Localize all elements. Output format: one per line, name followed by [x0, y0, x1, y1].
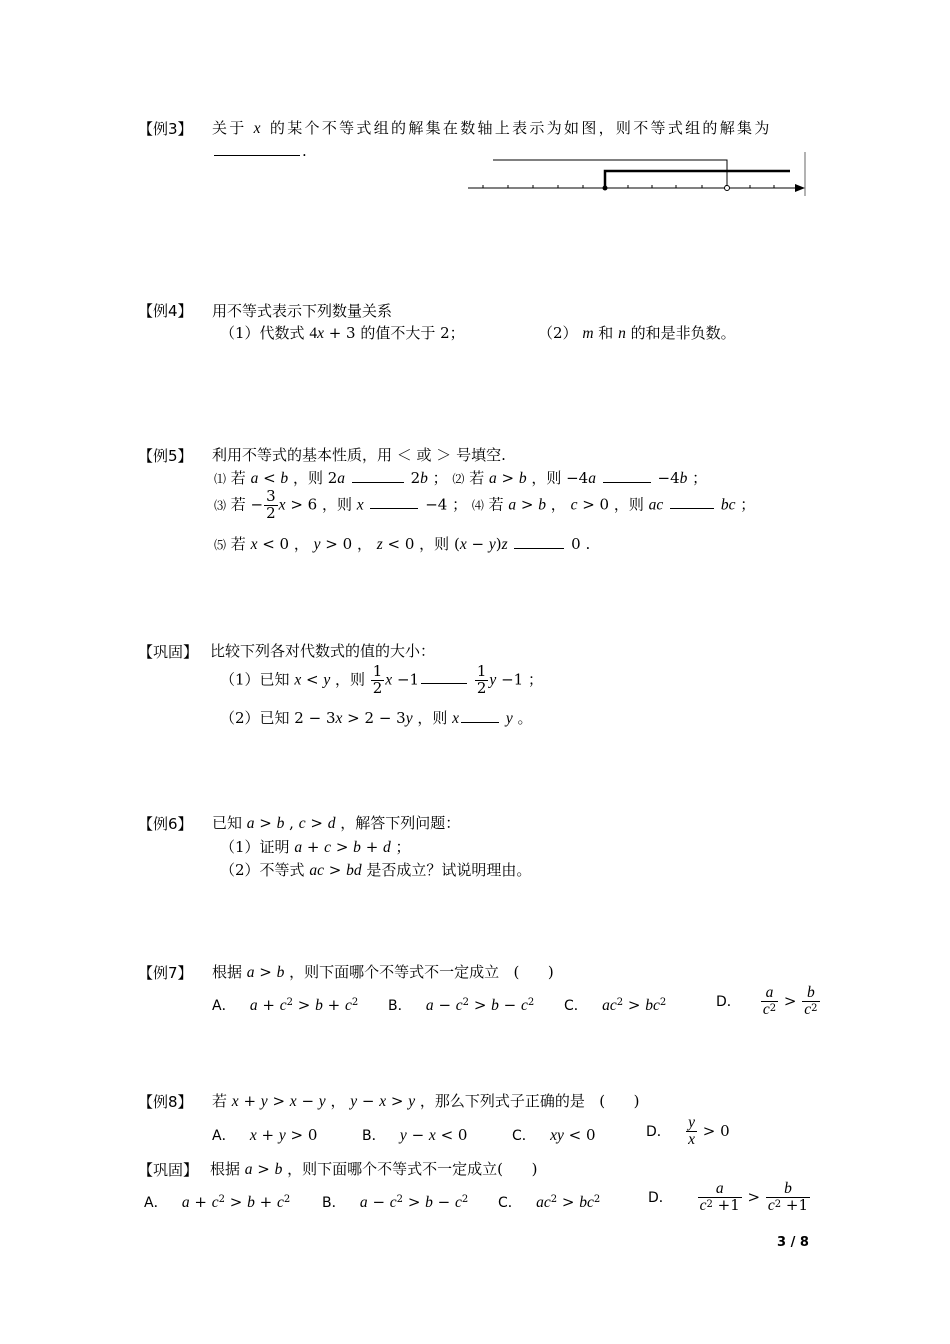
lower-bound-bracket [605, 171, 790, 188]
example-3-answer-blank: . [212, 142, 307, 160]
consolidate-1-title: 比较下列各对代数式的值的大小： [210, 642, 436, 660]
example-7-option-b[interactable]: B． $a - c^2 > b - c^2$ [388, 996, 535, 1014]
example-3-tag: 【例3】 [138, 120, 193, 138]
number-line-figure [460, 150, 810, 200]
consolidate-2-title: 根据 a > b ，则下面哪个不等式不一定成立( ) [210, 1160, 538, 1178]
example-4-item-2: （2） m 和 n 的和是非负数。 [538, 324, 736, 342]
example-8-tag: 【例8】 [138, 1093, 193, 1111]
example-8-title: 若 x + y > x − y ， y − x > y ，那么下列式子正确的是 ( ) [212, 1092, 640, 1110]
example-8-option-c[interactable]: C． xy < 0 [512, 1126, 596, 1144]
example-7-option-d[interactable]: D． $\frac{a}{c^2}$ > $\frac{b}{c^2}$ [716, 984, 818, 1019]
consolidate-2-option-b[interactable]: B． $a - c^2 > b - c^2$ [322, 1193, 469, 1211]
example-3-text: 关于 x 的某个不等式组的解集在数轴上表示为如图，则不等式组的解集为 [212, 119, 772, 137]
open-endpoint [725, 186, 730, 191]
consolidate-2-tag: 【巩固】 [138, 1161, 199, 1179]
example-4-tag: 【例4】 [138, 302, 193, 320]
example-8-option-d[interactable]: D． $\frac{y}{x}$ > 0 [646, 1114, 730, 1149]
example-6-item-2: （2）不等式 ac > bd 是否成立？试说明理由。 [220, 861, 532, 879]
example-8-option-b[interactable]: B． y − x < 0 [362, 1126, 468, 1144]
example-8-option-a[interactable]: A． x + y > 0 [212, 1126, 318, 1144]
example-5-tag: 【例5】 [138, 447, 193, 465]
consolidate-1-item-1: （1）已知 x < y ，则 $\frac{1}{2}$ x −1 $\frac{1}{2}$ y −1 ； [220, 662, 543, 697]
example-7-option-c[interactable]: C． $ac^2 > bc^2$ [564, 996, 667, 1014]
closed-endpoint [603, 186, 608, 191]
consolidate-2-answer-paren: ) [503, 1160, 538, 1178]
consolidate-2-option-a[interactable]: A． $a + c^2 > b + c^2$ [144, 1193, 291, 1211]
example-8-answer-paren: ( ) [599, 1092, 640, 1110]
example-5-row-2: ⑶ 若 − $\frac{3}{2}$ x > 6 ，则 x −4 ； ⑷ 若 a > b ， c > 0 ，则 ac bc ； [214, 487, 756, 522]
example-7-tag: 【例7】 [138, 964, 193, 982]
example-5-row-1: ⑴ 若 a < b ，则 2a 2b ； ⑵ 若 a > b ，则 −4a −4b ； [214, 469, 708, 487]
consolidate-2-option-c[interactable]: C． $ac^2 > bc^2$ [498, 1193, 601, 1211]
example-7-title: 根据 a > b ，则下面哪个不等式不一定成立 ( ) [212, 963, 554, 981]
example-7-option-a[interactable]: A． $a + c^2 > b + c^2$ [212, 996, 359, 1014]
example-5-row-3: ⑸ 若 x < 0 ， y > 0 ， z < 0 ，则 (x − y)z 0 . [214, 535, 591, 553]
page-number: 3 / 8 [777, 1235, 809, 1250]
example-7-answer-paren: ( ) [513, 963, 554, 981]
consolidate-1-tag: 【巩固】 [138, 643, 199, 661]
consolidate-1-item-2: （2）已知 2 − 3x > 2 − 3y ，则 x y 。 [220, 709, 533, 727]
example-6-tag: 【例6】 [138, 815, 193, 833]
example-4-title: 用不等式表示下列数量关系 [212, 302, 393, 320]
example-6-title: 已知 a > b , c > d ，解答下列问题： [212, 814, 461, 832]
number-line-arrow [795, 184, 805, 192]
example-5-title: 利用不等式的基本性质，用 ＜ 或 ＞ 号填空. [212, 446, 506, 464]
consolidate-2-option-d[interactable]: D． $\frac{a}{c^2 +1}$ > $\frac{b}{c^2 +1}$ [648, 1180, 809, 1215]
example-6-item-1: （1）证明 a + c > b + d ； [220, 838, 411, 856]
upper-bound-bracket [493, 160, 727, 188]
example-4-item-1: （1）代数式 4x + 3 的值不大于 2； [220, 324, 465, 342]
